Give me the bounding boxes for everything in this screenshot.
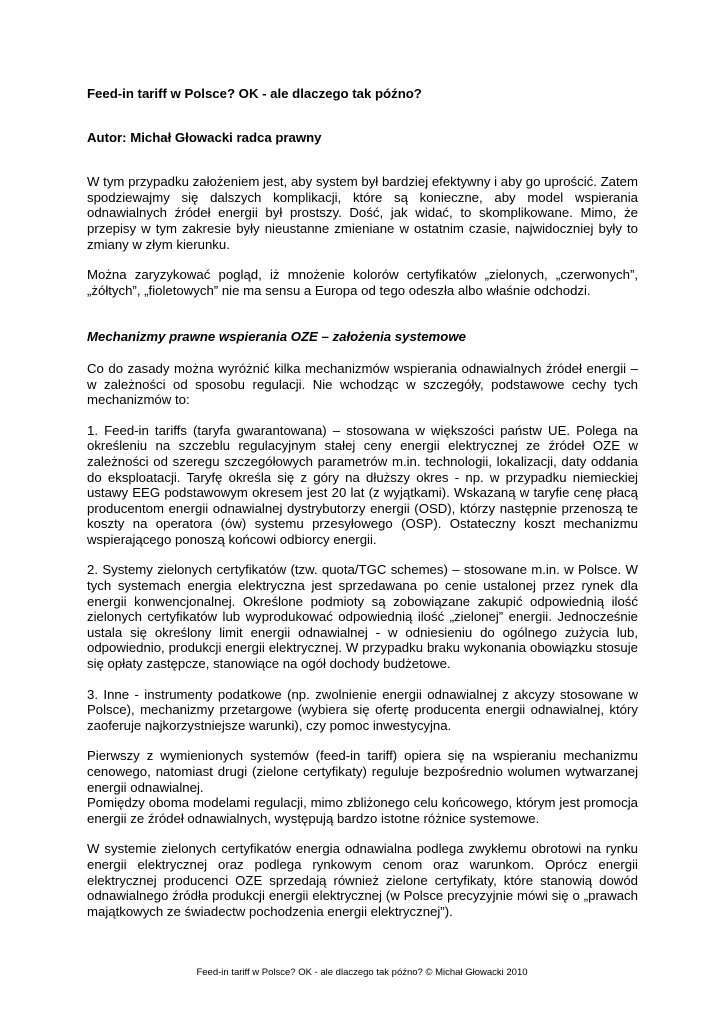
list-item-other-instruments: 3. Inne - instrumenty podatkowe (np. zwolnienie energii odnawialnej z akcyzy stosowane w Polsce), mechanizmy przetargowe (wybiera się ofertę producenta energii odnawialnej, który zaoferuje najkorzystniejsze warunki), czy pomoc inwestycyjna. — [87, 686, 638, 733]
green-certificates-paragraph: W systemie zielonych certyfikatów energia odnawialna podlega zwykłemu obrotowi na rynku energii elektrycznej oraz podlega rynkowym cenom oraz warunkom. Oprócz energii elektrycznej producenci OZE sprzedają również zielone certyfikaty, które stanowią dowód odnawialnego źródła produkcji energii elektrycznej (w Polsce precyzyjnie mówi się o „prawach majątkowych ze świadectw pochodzenia energii elektrycznej”). — [87, 841, 638, 919]
section-intro-paragraph: Co do zasady można wyróżnić kilka mechanizmów wspierania odnawialnych źródeł energii – w zależności od sposobu regulacji. Nie wchodząc w szczegóły, podstawowe cechy tych mechanizmów to: — [87, 360, 638, 408]
section-heading: Mechanizmy prawne wspierania OZE – założenia systemowe — [87, 329, 466, 345]
differences-paragraph: Pomiędzy oboma modelami regulacji, mimo zbliżonego celu końcowego, którym jest promocja energii ze źródeł odnawialnych, występują bardzo istotne różnice systemowe. — [87, 795, 638, 826]
page-footer: Feed-in tariff w Polsce? OK - ale dlaczego tak późno? © Michał Głowacki 2010 — [196, 967, 528, 978]
document-page — [87, 86, 638, 919]
list-item-feed-in-tariffs: 1. Feed-in tariffs (taryfa gwarantowana) – stosowana w większości państw UE. Polega na określeniu na szczeblu regulacyjnym stałej ceny energii elektrycznej ze źródeł OZE w zależności od szeregu szczegółowych parametrów m.in. technologii, lokalizacji, daty oddania do eksploatacji. Taryfę określa się z góry na dłuższy okres - np. w przypadku niemieckiej ustawy EEG podstawowym okresem jest 20 lat (z wyjątkami). Wskazaną w taryfie cenę płacą producentom energii odnawialnej dystrybutorzy energii (OSD), którzy następnie przenoszą te koszty na operatora (ów) systemu przesyłowego (OSP). Ostateczny koszt mechanizmu wspierającego ponoszą końcowi odbiorcy energii. — [87, 422, 638, 547]
comparison-paragraph: Pierwszy z wymienionych systemów (feed-in tariff) opiera się na wspieraniu mechanizmu cenowego, natomiast drugi (zielone certyfikaty) reguluje bezpośrednio wolumen wytwarzanej energii odnawialnej. — [87, 748, 638, 795]
document-title: Feed-in tariff w Polsce? OK - ale dlaczego tak późno? — [87, 86, 422, 101]
author-line: Autor: Michał Głowacki radca prawny — [87, 129, 322, 145]
list-item-green-certificates: 2. Systemy zielonych certyfikatów (tzw. quota/TGC schemes) – stosowane m.in. w Polsce. W tych systemach energia elektryczna jest sprzedawana po cenie ustalonej przez rynek dla energii konwencjonalnej. Określone podmioty są zobowiązane zakupić odpowiednią ilość zielonych certyfikatów lub wyprodukować odpowiednią ilość „zielonej” energii. Jednocześnie ustala się określony limit energii odnawialnej - w odniesieniu do ogólnego zużycia lub, odpowiednio, produkcji energii elektrycznej. W przypadku braku wykonania obowiązku stosuje się opłaty zastępcze, stanowiące na ogół dochody budżetowe. — [87, 562, 638, 672]
intro-paragraph-2: Można zaryzykować pogląd, iż mnożenie kolorów certyfikatów „zielonych, „czerwonych”, „żółtych”, „fioletowych” nie ma sensu a Europa od tego odeszła albo właśnie odchodzi. — [87, 267, 638, 298]
intro-paragraph-1: W tym przypadku założeniem jest, aby system był bardziej efektywny i aby go uprościć. Zatem spodziewajmy się dalszych komplikacji, które są konieczne, aby model wspierania odnawialnych źródeł energii był prostszy. Dość, jak widać, to skomplikowane. Mimo, że przepisy w tym zakresie były nieustanne zmieniane w ostatnim czasie, najwidoczniej były to zmiany w złym kierunku. — [87, 174, 638, 252]
